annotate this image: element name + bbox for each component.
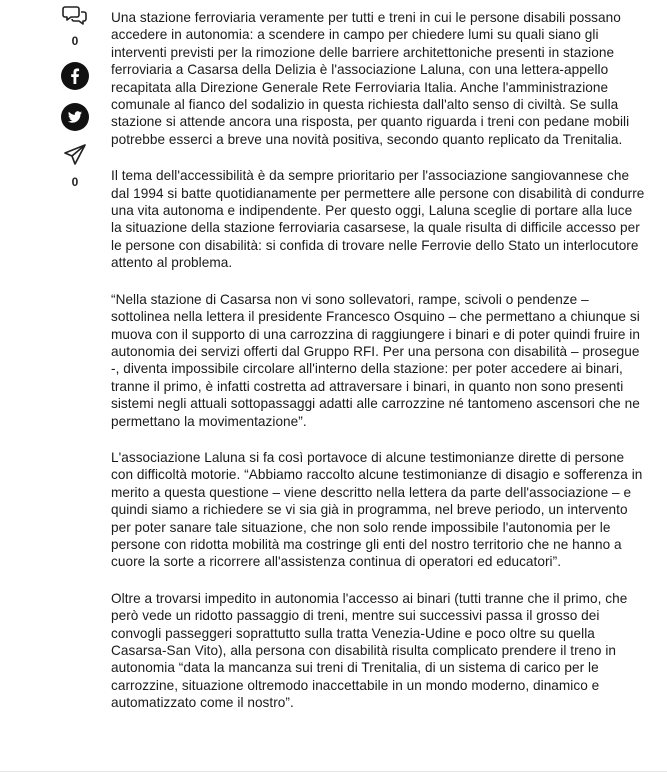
article-paragraph: Una stazione ferroviaria veramente per tutti e treni in cui le persone disabili possano accedere in autonomia: a scendere in campo per chiedere lumi su quali siano gli interventi previsti per la rimozione delle barriere architettoniche presenti in stazione ferroviaria a Casarsa della Delizia è l'associazione Laluna, con una lettera-appello recapitata alla Direzione Generale Rete Ferroviaria Italia. Anche l'amministrazione comunale al fianco del sodalizio in questa richiesta dall'alto senso di civiltà. Se sulla stazione si attende ancora una risposta, per quanto riguarda i treni con pedane mobili potrebbe esserci a breve una novità positiva, secondo quanto replicato da Trenitalia. (111, 10, 630, 147)
twitter-icon[interactable] (61, 103, 89, 131)
article-paragraph: L'associazione Laluna si fa così portavoce di alcune testimonianze dirette di persone con difficoltà motorie. “Abbiamo raccolto alcune testimonianze di disagio e sofferenza in merito a questa questione – viene descritto nella lettera da parte dell'associazione – e quindi siamo a richiedere se vi sia già in programma, nel breve periodo, un intervento per poter sanare tale situazione, che non solo rende impossibile l'autonomia per le persone con ridotta mobilità ma costringe gli enti del nostro territorio che ne hanno a cuore la sorte a ricorrere all'assistenza continua di operatori ed educatori”. (111, 449, 643, 570)
article-paragraph: “Nella stazione di Casarsa non vi sono sollevatori, rampe, scivoli o pendenze – sottolinea nella lettera il presidente Francesco Osquino – che permettano a chiunque si muova con il supporto di una carrozzina di raggiungere i binari e di poter quindi fruire in autonomia dei servizi offerti dal Gruppo RFI. Per una persona con disabilità – prosegue -, diventa impossibile circolare all'interno della stazione: per poter accedere ai binari, tranne il primo, è infatti costretta ad attraversare i binari, in quanto non sono presenti sistemi negli attuali sottopassaggi adatti alle carrozzine né tantomeno ascensori che ne permettano la movimentazione”. (111, 291, 640, 429)
send-icon[interactable] (62, 143, 88, 167)
share-rail (52, 4, 98, 189)
article-paragraph: Oltre a trovarsi impedito in autonomia l'accesso ai binari (tutti tranne che il primo, che però vede un ridotto passaggio di treni, mentre sui successivi passa il grosso dei convogli passeggeri soprattutto sulla tratta Venezia-Udine e poco oltre su quella Casarsa-San Vito), alla persona con disabilità risulta complicato prendere il treno in autonomia “data la mancanza sui treni di Trenitalia, di un sistema di carico per le carrozzine, situazione oltremodo inaccettabile in un mondo moderno, dinamico e automatizzato come il nostro”. (111, 590, 628, 711)
article-body (111, 9, 646, 731)
share-count: 0 (71, 175, 79, 189)
facebook-icon[interactable] (61, 62, 89, 90)
comments-icon[interactable] (62, 4, 88, 26)
article-paragraph: Il tema dell'accessibilità è da sempre prioritario per l'associazione sangiovannese che dal 1994 si batte quotidianamente per permettere alle persone con disabilità di condurre una vita autonoma e indipendente. Per questo oggi, Laluna sceglie di portare alla luce la situazione della stazione ferroviaria casarsese, la quale risulta di difficile accesso per le persone con disabilità: si confida di trovare nelle Ferrovie dello Stato un interlocutore attento al problema. (111, 168, 645, 271)
comment-count: 0 (71, 34, 79, 48)
